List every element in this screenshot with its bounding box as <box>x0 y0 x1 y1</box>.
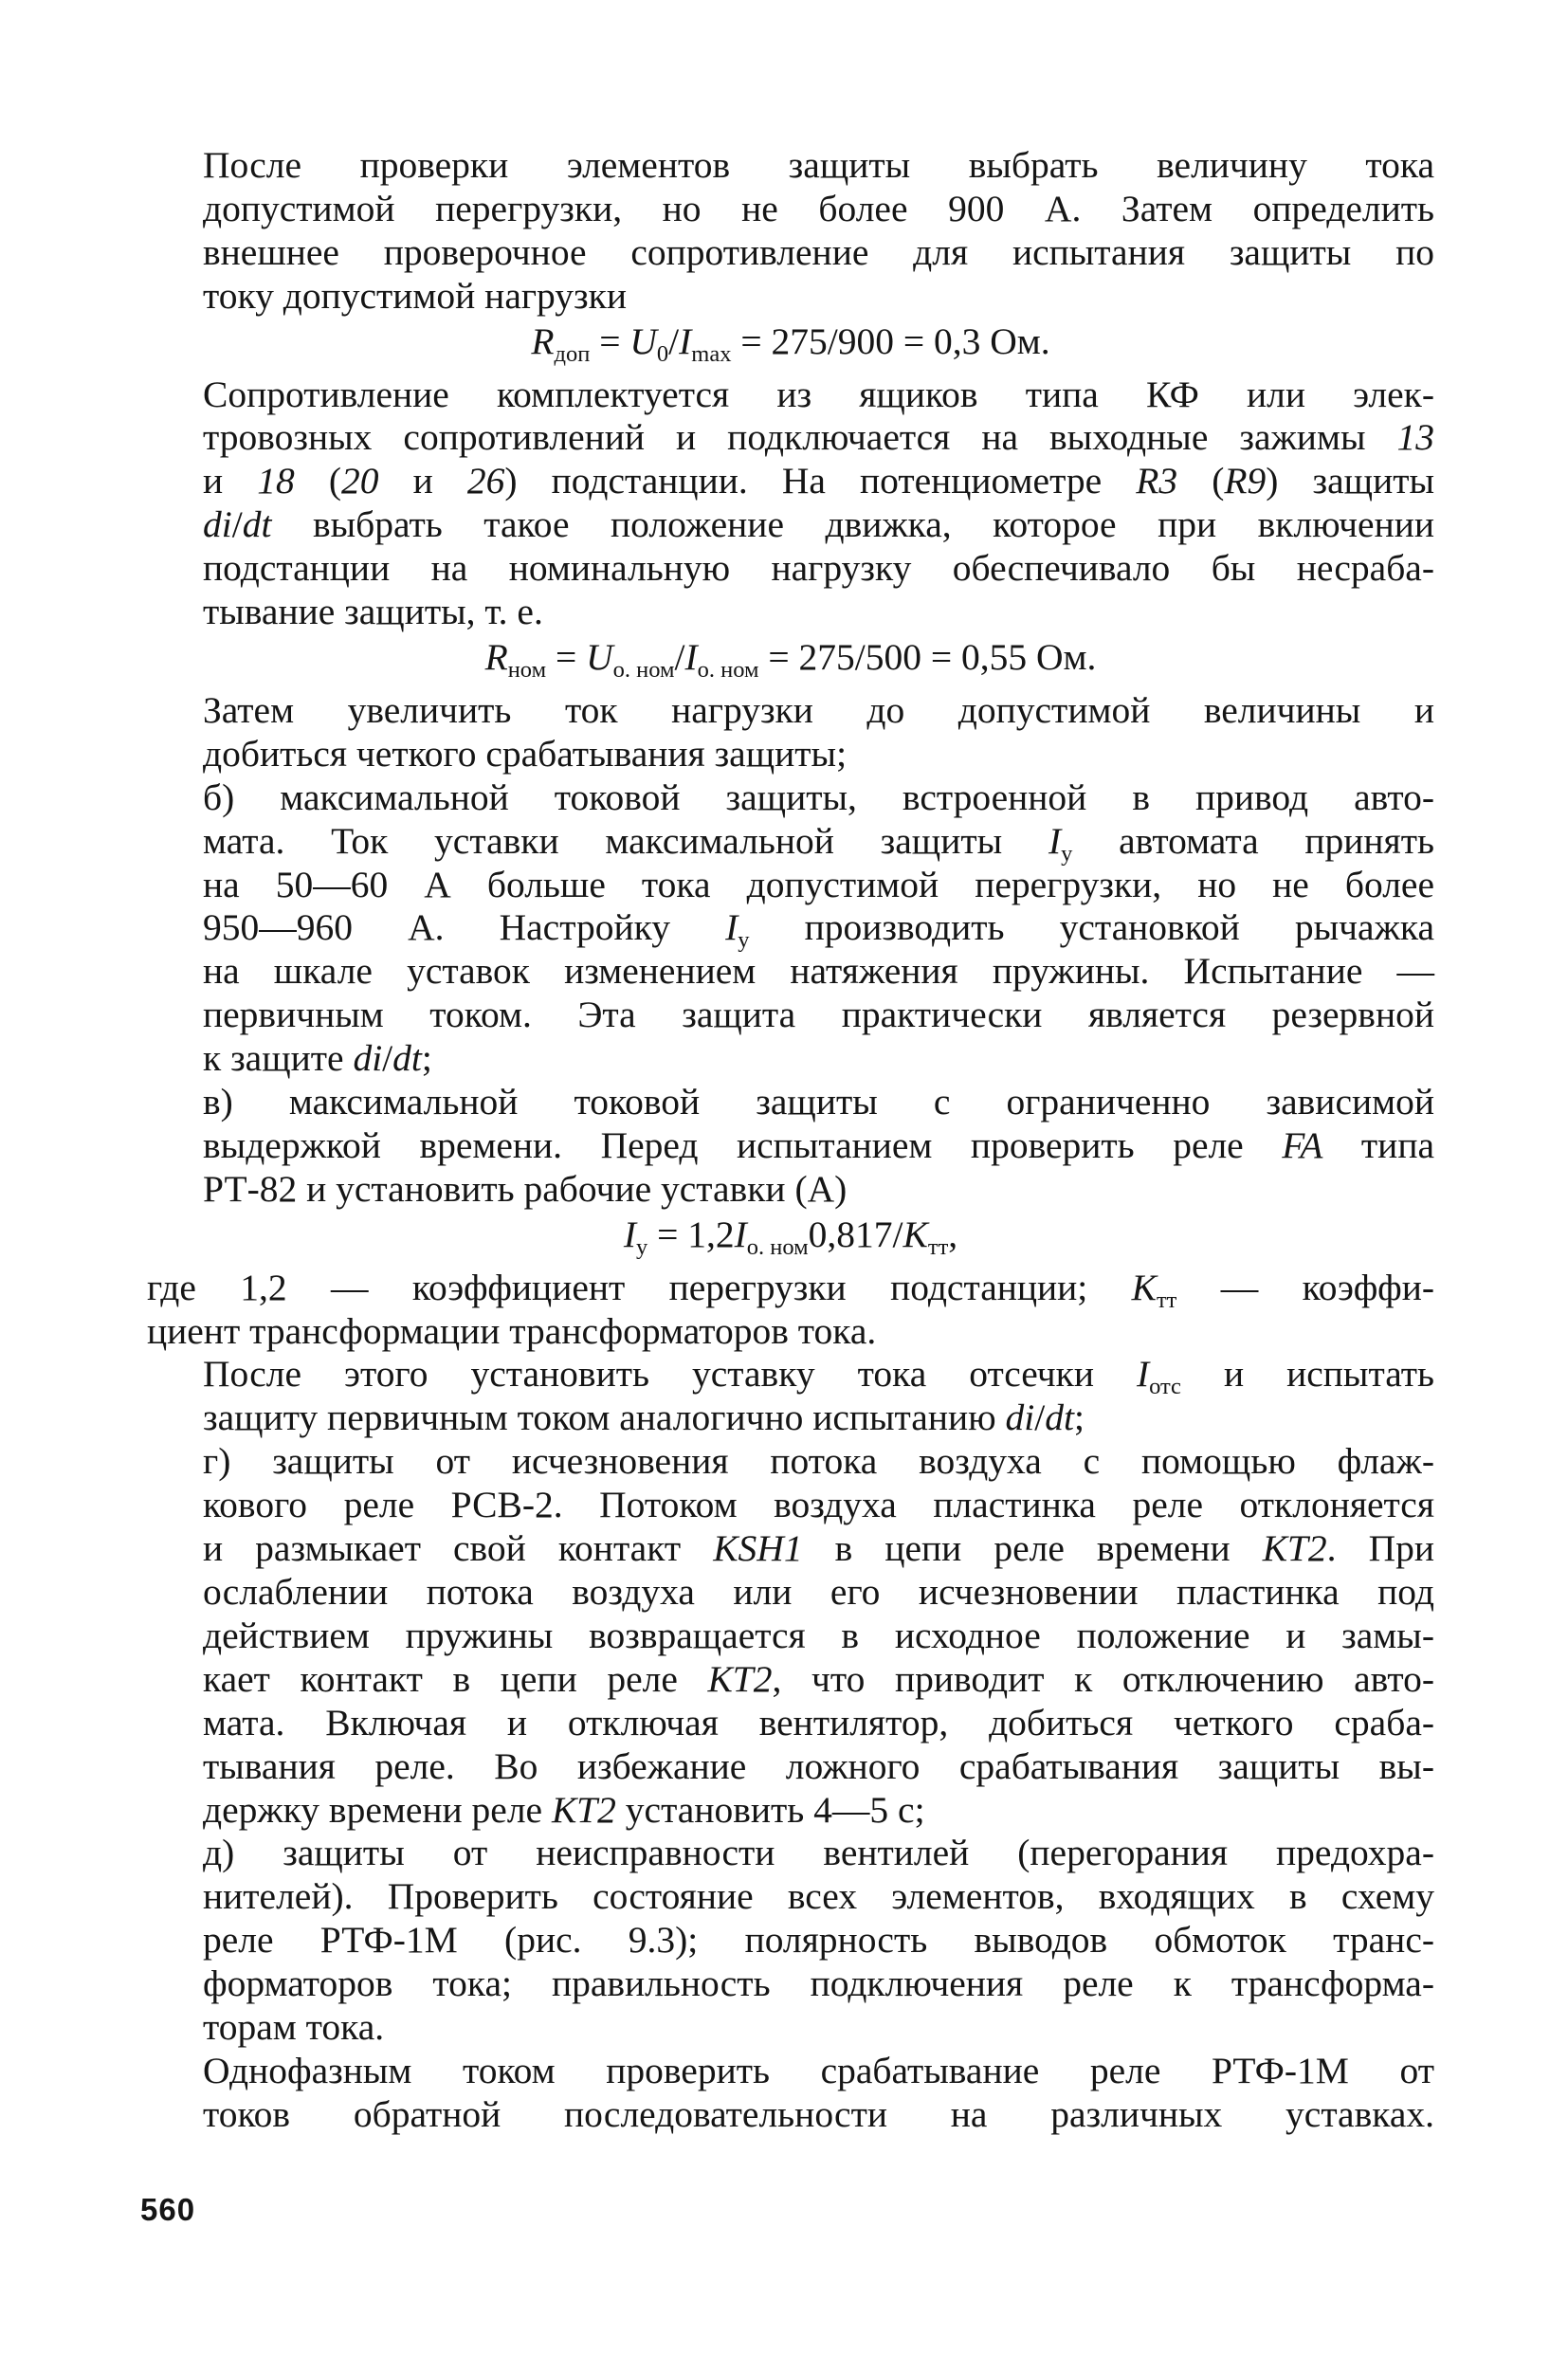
paragraph-1: После проверки элементов защиты выбрать величину тока допустимой перегрузки, но не более 900 А. Затем определить внешнее проверочное сопротивление для испытания защиты по току допустимой нагрузки <box>203 144 1434 317</box>
formula-r-nom: $R_{ном} = U_{о. ном}/I_{о. ном} = 275/500 = 0,55$ Ом. <box>484 635 1097 683</box>
page-body <box>147 144 1434 2137</box>
paragraph-last: Однофазным током проверить срабатывание реле РТФ-1М от токов обратной последовательности на различных уставках. <box>203 2049 1434 2135</box>
paragraph-item-v: в) максимальной токовой защиты с ограниченно зависимой выдержкой времени. Перед испытанием проверить реле FA типа РТ-82 и установить рабочие уставки (А) <box>203 1081 1434 1210</box>
page-number: 560 <box>140 2192 196 2227</box>
formula-r-dop: $R_{доп} = U_0/I_{max} = 275/900 = 0,3$ Ом. <box>531 319 1050 367</box>
paragraph-where: где 1,2 — коэффициент перегрузки подстанции; $K_{тт}$ — коэффи- циент трансформации трансформаторов тока. <box>147 1266 1435 1352</box>
paragraph-2: Сопротивление комплектуется из ящиков типа КФ или элек- тровозных сопротивлений и подключается на выходные зажимы 13 и 18 (20 и 26) подстанции. На потенциометре R3 (R9) защиты di/dt выбрать такое положение движка, которое при включении подстанции на номинальную нагрузку обеспечивало бы несраба- тывание защиты, т. е. <box>203 373 1435 633</box>
paragraph-item-b: б) максимальной токовой защиты, встроенной в привод авто- мата. Ток уставки максимальной защиты $I_у$ автомата принять на 50—60 А больше тока допустимой перегрузки, но не более 950—960 А. Настройку $I_у$ производить установкой рычажка на шкале уставок изменением натяжения пружины. Испытание — первичным током. Эта защита практически является резервной к защите di/dt; <box>203 776 1434 1080</box>
paragraph-item-g: г) защиты от исчезновения потока воздуха с помощью флаж- кового реле РСВ-2. Потоком воздуха пластинка реле отклоняется и размыкает свой контакт KSH1 в цепи реле времени КТ2. При ослаблении потока воздуха или его исчезновении пластинка под действием пружины возвращается в исходное положение и замы- кает контакт в цепи реле КТ2, что приводит к отключению авто- мата. Включая и отключая вентилятор, добиться четкого сраба- тывания реле. Во избежание ложного срабатывания защиты вы- держку времени реле КТ2 установить 4—5 с; <box>203 1440 1434 1831</box>
formula-i-u: $I_у = 1,2I_{о. ном}0,817/K_{тт}$, <box>623 1213 958 1260</box>
paragraph-item-d: д) защиты от неисправности вентилей (перегорания предохра- нителей). Проверить состояние всех элементов, входящих в схему реле РТФ-1М (рис. 9.3); полярность выводов обмоток транс- форматоров тока; правильность подключения реле к трансформа- торам тока. <box>203 1832 1434 2049</box>
paragraph-after: После этого установить уставку тока отсечки $I_{отс}$ и испытать защиту первичным током аналогично испытанию di/dt; <box>203 1353 1434 1439</box>
paragraph-3: Затем увеличить ток нагрузки до допустимой величины и добиться четкого срабатывания защиты; <box>203 688 1434 775</box>
